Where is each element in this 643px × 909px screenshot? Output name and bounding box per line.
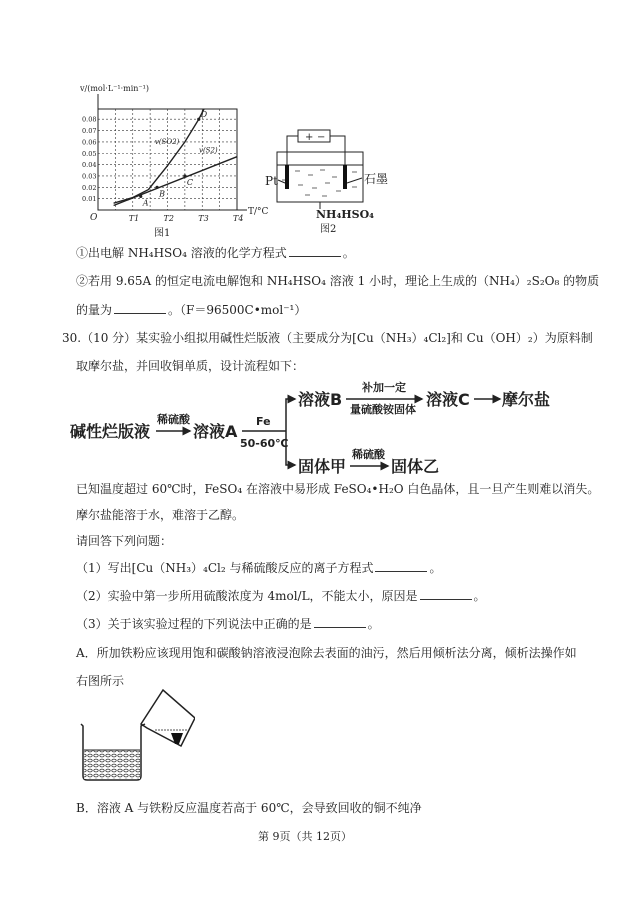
x-tick-label: T2	[163, 214, 174, 223]
y-tick-label: 0.07	[82, 127, 97, 136]
option-a: A．所加铁粉应该现用饱和碳酸钠溶液浸泡除去表面的油污，然后用倾析法分离，倾析法操作如	[76, 646, 577, 660]
x-tick-label: T4	[233, 214, 244, 223]
fig2-caption: 图2	[320, 224, 337, 235]
q30-part3-text: （3）关于该实验过程的下列说法中正确的是	[76, 617, 312, 631]
solution-label: NH₄HSO₄	[316, 208, 375, 221]
q30-heading: 30.（10 分）某实验小组拟用碱性烂版液（主要成分为[Cu（NH₃）₄Cl₂]和 Cu（OH）₂）为原料制	[62, 331, 593, 345]
flow-temp: 50-60℃	[240, 437, 289, 450]
point-label: D	[200, 110, 208, 120]
option-a-cont: 右图所示	[76, 674, 125, 688]
plus-sign: +	[305, 132, 314, 143]
decantation-beakers-illustration	[75, 688, 195, 784]
series-line-1	[114, 157, 237, 206]
flow-start: 碱性烂版液	[70, 422, 151, 441]
answer-blank[interactable]	[375, 560, 427, 572]
punct: 。	[429, 561, 442, 575]
y-tick-label: 0.04	[82, 161, 97, 170]
punct: 。	[473, 589, 486, 603]
pt-electrode-label: Pt	[265, 174, 278, 188]
process-flowchart	[70, 375, 550, 479]
flow-add-line1: 补加一定	[362, 381, 406, 394]
y-tick-label: 0.05	[82, 149, 97, 158]
graphite-electrode-label: 石墨	[364, 172, 389, 186]
rate-temperature-chart	[80, 80, 275, 245]
answer-prompt: 请回答下列问题：	[76, 534, 173, 548]
flow-add-line2: 量硫酸铵固体	[350, 403, 416, 416]
series-label: v(S2)	[199, 146, 218, 155]
q30-part3	[76, 616, 380, 632]
figure-caption: 图1	[154, 228, 171, 239]
flow-acid2: 稀硫酸	[352, 448, 385, 461]
q29-part1-text: ①出电解 NH₄HSO₄ 溶液的化学方程式	[76, 246, 287, 260]
punct: 。	[342, 246, 355, 260]
flow-solid-jia: 固体甲	[298, 457, 347, 476]
faraday-note: 。（F＝96500C•mol⁻¹）	[168, 303, 307, 317]
q29-part2b-text: 的量为	[76, 303, 113, 317]
flow-solution-a: 溶液A	[193, 422, 238, 441]
flow-solution-c: 溶液C	[426, 390, 470, 409]
x-axis-label: T/°C	[248, 207, 269, 217]
q30-part1	[76, 560, 441, 576]
flow-solid-yi: 固体乙	[391, 457, 440, 476]
answer-blank[interactable]	[289, 245, 341, 257]
answer-blank[interactable]	[314, 616, 366, 628]
known-fact-1: 已知温度超过 60℃时，FeSO₄ 在溶液中易形成 FeSO₄•H₂O 白色晶体，且一旦产生则难以消失。	[76, 482, 600, 496]
flow-solution-b: 溶液B	[298, 390, 343, 409]
known-fact-2: 摩尔盐能溶于水，难溶于乙醇。	[76, 508, 245, 522]
punct: 。	[367, 617, 380, 631]
point-label: A	[142, 198, 149, 208]
point-label: C	[186, 177, 193, 187]
y-axis-label: v/(mol·L⁻¹·min⁻¹)	[80, 84, 149, 93]
answer-blank[interactable]	[420, 588, 472, 600]
q29-part1	[76, 245, 355, 261]
flow-fe: Fe	[256, 415, 271, 428]
y-tick-label: 0.08	[82, 115, 97, 124]
option-b: B．溶液 A 与铁粉反应温度若高于 60℃，会导致回收的铜不纯净	[76, 801, 422, 815]
y-tick-label: 0.02	[82, 183, 97, 192]
x-tick-label: T1	[128, 214, 140, 223]
q29-part2: ②若用 9.65A 的恒定电流电解饱和 NH₄HSO₄ 溶液 1 小时，理论上生成的（NH₄）₂S₂O₈ 的物质	[76, 274, 600, 288]
minus-sign: −	[317, 132, 326, 143]
series-label: v(SO2)	[154, 137, 180, 146]
y-tick-label: 0.03	[82, 172, 97, 181]
point-label: B	[159, 189, 165, 199]
answer-blank[interactable]	[114, 302, 166, 314]
q29-part2-cont	[76, 302, 306, 318]
y-tick-label: 0.01	[82, 195, 97, 204]
q30-part1-text: （1）写出[Cu（NH₃）₄Cl₂ 与稀硫酸反应的离子方程式	[76, 561, 374, 575]
page-footer: 第 9页（共 12页）	[258, 830, 352, 843]
flow-mohr-salt: 摩尔盐	[502, 390, 550, 409]
q30-part2-text: （2）实验中第一步所用硫酸浓度为 4mol/L，不能太小，原因是	[76, 589, 418, 603]
flow-acid1: 稀硫酸	[157, 413, 190, 426]
origin-label: O	[90, 213, 98, 223]
q30-heading-cont: 取摩尔盐，并回收铜单质，设计流程如下：	[76, 359, 305, 373]
q30-part2	[76, 588, 486, 604]
x-tick-label: T3	[198, 214, 209, 223]
y-tick-label: 0.06	[82, 138, 97, 147]
